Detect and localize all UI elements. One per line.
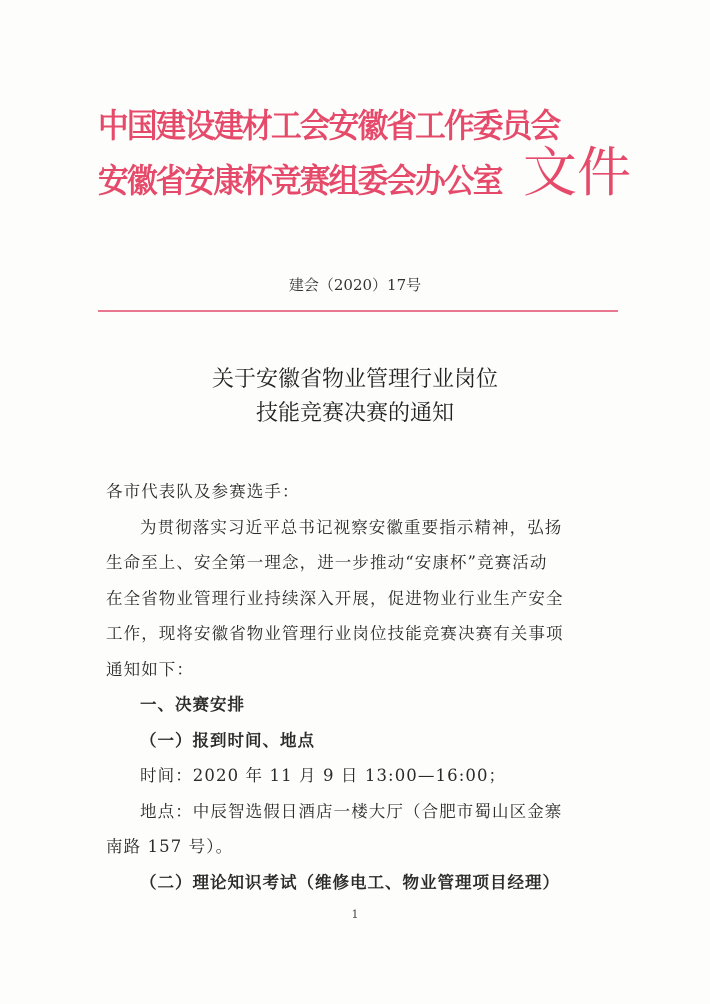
place-line-2: 南路 157 号）。 [106,837,234,856]
title-line-1: 关于安徽省物业管理行业岗位 [211,367,498,392]
intro-line-4: 工作，现将安徽省物业管理行业岗位技能竞赛决赛有关事项 [106,624,564,643]
org-name-line-2: 安徽省安康杯竞赛组委会办公室 [98,161,502,200]
letterhead [98,100,631,230]
place-line-1: 地点：中辰智选假日酒店一楼大厅（合肥市蜀山区金寨 [140,801,563,821]
body-text [106,478,606,904]
sub-heading-2: （二）理论知识考试（维修电工、物业管理项目经理） [140,872,560,892]
intro-line-2: 生命至上、安全第一理念，进一步推动“安康杯”竞赛活动 [106,553,548,572]
salutation: 各市代表队及参赛选手： [106,482,300,501]
sub-heading-1: （一）报到时间、地点 [140,730,315,750]
red-divider [98,310,618,312]
page-number: 1 [351,908,359,921]
intro-line-1: 为贯彻落实习近平总书记视察安徽重要指示精神，弘扬 [140,517,563,537]
title-line-2: 技能竞赛决赛的通知 [255,401,454,426]
doc-type-label: 文件 [523,141,631,204]
document-number: 建会（2020）17号 [288,276,422,294]
time-line: 时间：2020 年 11 月 9 日 13:00—16:00； [140,766,507,785]
intro-line-5: 通知如下： [106,659,194,679]
intro-line-3: 在全省物业管理行业持续深入开展，促进物业行业生产安全 [106,588,564,608]
section-heading-1: 一、决赛安排 [140,695,245,714]
org-name-line-1: 中国建设建材工会安徽省工作委员会 [98,106,560,145]
